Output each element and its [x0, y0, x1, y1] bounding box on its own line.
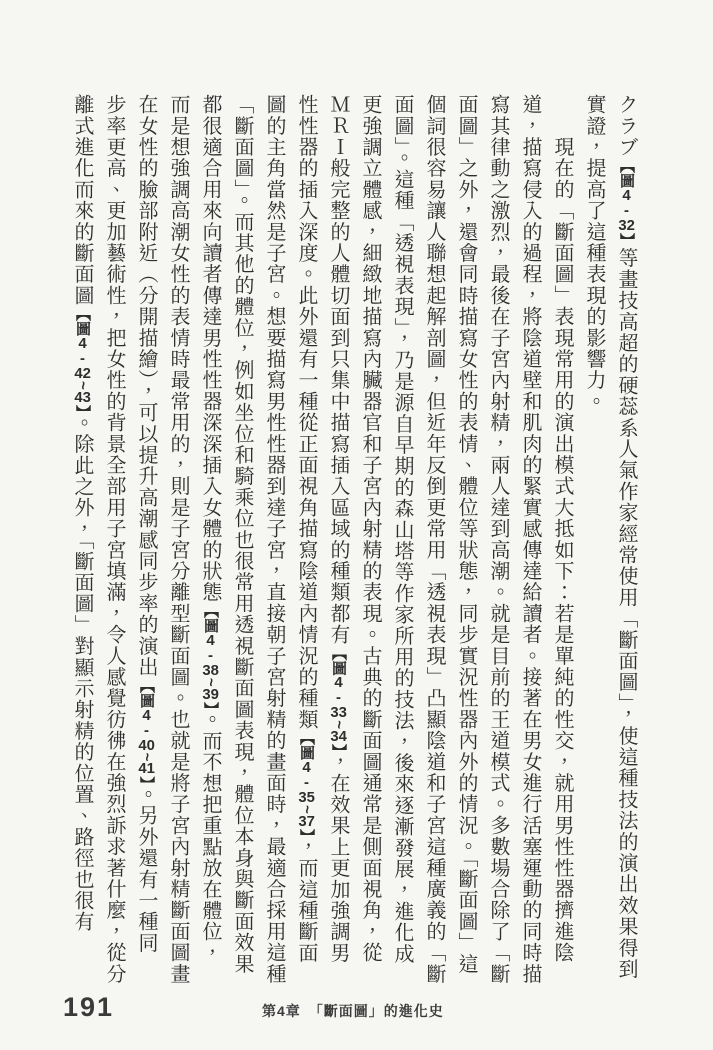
text-column-3: 現在的「斷面圖」表現常用的演出模式大抵如下：若是單純的性交，就用男性性器擠進陰: [551, 94, 573, 964]
text-column-12: 圖的主角當然是子宮。想要描寫男性性器到達子宮，直接朝子宮射精的畫面時，最適合採用這種: [263, 94, 285, 985]
text-column-16: 在女性的臉部附近（分開描繪），可以提升高潮感同步率的演出【圖4-40~41】。另外還有一種同: [135, 94, 157, 954]
figure-reference: 【圖4-35~37】: [298, 730, 315, 837]
text-column-13: 「斷面圖」。而其他的體位，例如坐位和騎乘位也很常用透視斷面圖表現，體位本身與斷面效果: [231, 94, 253, 975]
figure-reference: 【圖4-33~34】: [330, 645, 347, 752]
text-column-9: 更強調立體感，細緻地描寫內臟器官和子宮內射精的表現。古典的斷面圖通常是側面視角，從: [359, 94, 381, 964]
figure-reference: 【圖4-40~41】: [138, 677, 155, 784]
text-column-5: 寫其律動之激烈，最後在子宮內射精，兩人達到高潮。就是目前的王道模式。多數場合除了「斷: [487, 94, 509, 985]
text-column-17: 步率更高、更加藝術性，把女性的背景全部用子宮填滿，令人感覺彷彿在強烈訴求著什麼，從分: [103, 94, 125, 985]
text-column-8: 面圖」。這種「透視表現」，乃是源自早期的森山塔等作家所用的技法，後來逐漸發展，進化成: [391, 94, 413, 965]
figure-reference: 【圖4-42~43】: [74, 306, 91, 413]
text-column-11: 性性器的插入深度。此外還有一種從正面視角描寫陰道內情況的種類【圖4-35~37】，而這種斷面: [295, 94, 317, 964]
page-number: 191: [63, 992, 115, 1022]
figure-reference: 【圖4-32】: [618, 157, 635, 248]
text-column-18: 離式進化而來的斷面圖【圖4-42~43】。除此之外，「斷面圖」對顯示射精的位置、路徑也很有: [71, 94, 93, 933]
text-column-7: 個詞很容易讓人聯想起解剖圖，但近年反倒更常用「透視表現」凸顯陰道和子宮這種廣義的「斷: [423, 94, 445, 985]
figure-reference: 【圖4-38~39】: [202, 602, 219, 710]
body-text: [65, 94, 642, 994]
running-chapter-title: 第4章 「斷面圖」的進化史: [262, 1003, 444, 1019]
text-column-4: 道，描寫侵入的過程，將陰道壁和肌肉的緊實感傳達給讀者。接著在男女進行活塞運動的同時描: [519, 94, 541, 985]
text-column-2: 實證，提高了這種表現的影響力。: [583, 94, 605, 412]
text-column-10: ＭＲＩ般完整的人體切面到只集中描寫插入區域的種類都有【圖4-33~34】，在效果上更加強調男: [327, 94, 349, 964]
text-column-14: 都很適合用來向讀者傳達男性性器深深插入女體的狀態【圖4-38~39】。而不想把重點放在體位，: [199, 94, 221, 964]
text-column-15: 而是想強調高潮女性的表情時最常用的，則是子宮分離型斷面圖。也就是將子宮內射精斷面圖畫: [167, 94, 189, 985]
text-column-1: クラブ【圖4-32】等畫技高超的硬蕊系人氣作家經常使用「斷面圖」，使這種技法的演出效果得到: [615, 94, 637, 980]
text-column-6: 面圖」之外，還會同時描寫女性的表情、體位等狀態，同步實況性器內外的情況。「斷面圖」這: [455, 94, 477, 975]
page-footer: [0, 992, 713, 1032]
